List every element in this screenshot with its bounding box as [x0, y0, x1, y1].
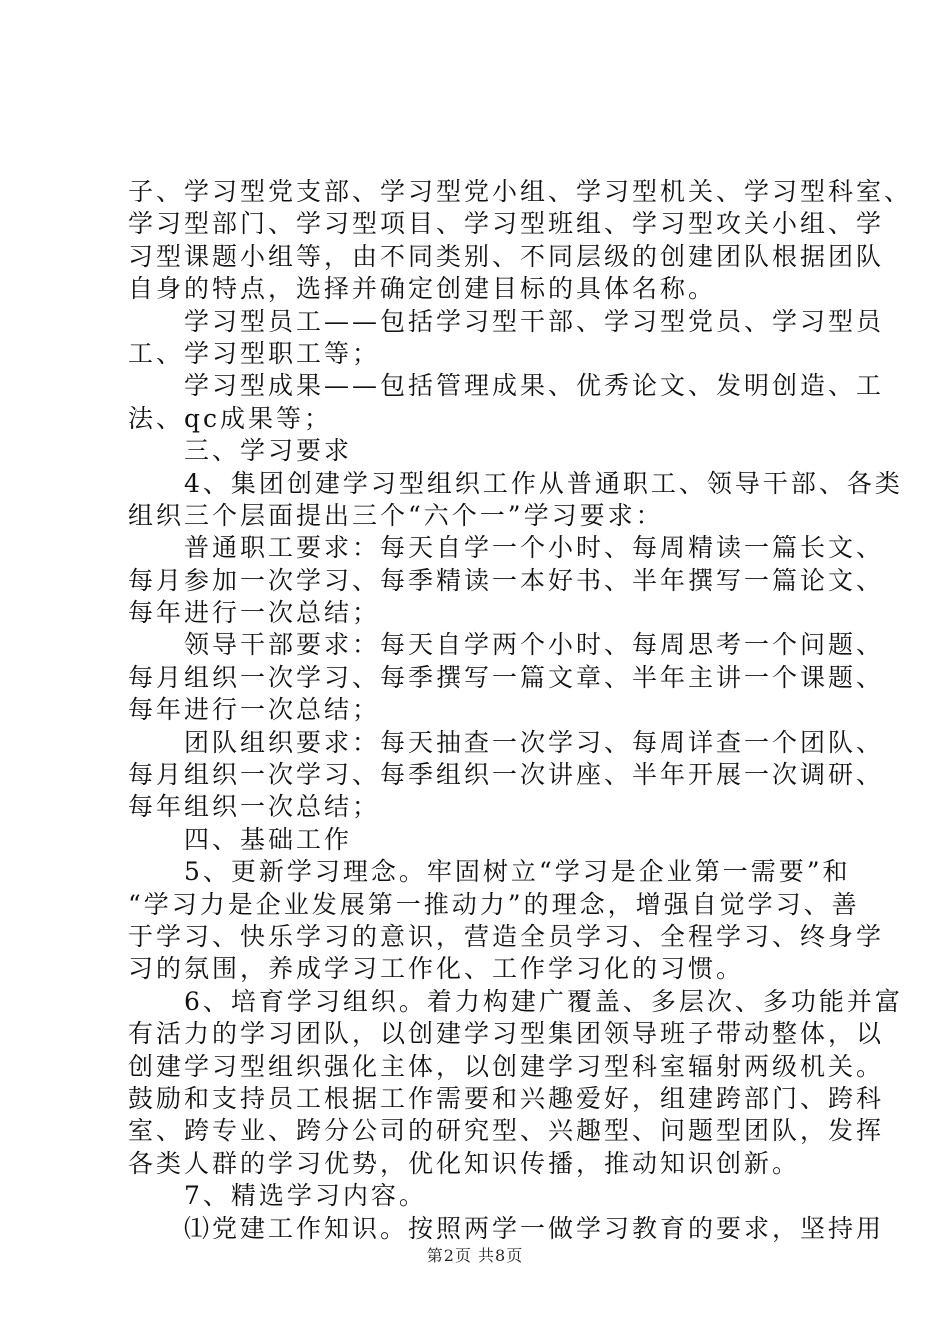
text-line: 团队组织要求：每天抽查一次学习、每周详查一个团队、 — [128, 727, 885, 757]
text-line: 每月参加一次学习、每季精读一本好书、半年撰写一篇论文、 — [128, 565, 885, 595]
text-line: 法、qc成果等； — [128, 403, 333, 433]
text-line: ⑴党建工作知识。按照两学一做学习教育的要求，坚持用 — [128, 1213, 885, 1243]
text-line: 四、基础工作 — [128, 824, 353, 854]
text-line: 每年进行一次总结； — [128, 695, 381, 725]
text-line: 每年进行一次总结； — [128, 598, 381, 628]
text-line: 4、集团创建学习型组织工作从普通职工、领导干部、各类 — [128, 468, 903, 498]
page-footer: 第2页 共8页 — [426, 1246, 524, 1265]
text-line: 学习型部门、学习型项目、学习型班组、学习型攻关小组、学 — [128, 209, 885, 239]
text-line: 创建学习型组织强化主体，以创建学习型科室辐射两级机关。 — [128, 1051, 885, 1081]
text-line: 各类人群的学习优势，优化知识传播，推动知识创新。 — [128, 1148, 801, 1178]
text-line: 6、培育学习组织。着力构建广覆盖、多层次、多功能并富 — [128, 986, 903, 1016]
text-line: 领导干部要求：每天自学两个小时、每周思考一个问题、 — [128, 630, 885, 660]
text-line: 工、学习型职工等； — [128, 338, 381, 368]
text-line: 每月组织一次学习、每季组织一次讲座、半年开展一次调研、 — [128, 760, 885, 790]
text-line: 有活力的学习团队，以创建学习型集团领导班子带动整体，以 — [128, 1019, 885, 1049]
text-line: 5、更新学习理念。牢固树立“学习是企业第一需要”和 — [128, 857, 851, 887]
text-line: 三、学习要求 — [128, 436, 353, 466]
text-line: 学习型员工——包括学习型干部、学习型党员、学习型员 — [128, 306, 885, 336]
text-line: 子、学习型党支部、学习型党小组、学习型机关、学习型科室、 — [128, 177, 913, 206]
text-line: 7、精选学习内容。 — [128, 1181, 427, 1211]
text-line: 室、跨专业、跨分公司的研究型、兴趣型、问题型团队，发挥 — [128, 1116, 885, 1146]
text-line: 习型课题小组等，由不同类别、不同层级的创建团队根据团队 — [128, 241, 885, 271]
text-line: 普通职工要求：每天自学一个小时、每周精读一篇长文、 — [128, 533, 885, 563]
text-line: 每月组织一次学习、每季撰写一篇文章、半年主讲一个课题、 — [128, 662, 885, 692]
text-line: “学习力是企业发展第一推动力”的理念，增强自觉学习、善 — [128, 889, 860, 919]
text-line: 自身的特点，选择并确定创建目标的具体名称。 — [128, 274, 717, 304]
text-line: 习的氛围，养成学习工作化、工作学习化的习惯。 — [128, 954, 745, 984]
document-body — [128, 176, 913, 1245]
text-line: 组织三个层面提出三个“六个一”学习要求： — [128, 500, 664, 530]
text-line: 学习型成果——包括管理成果、优秀论文、发明创造、工 — [128, 371, 885, 401]
text-line: 每年组织一次总结； — [128, 792, 381, 822]
text-line: 于学习、快乐学习的意识，营造全员学习、全程学习、终身学 — [128, 921, 885, 951]
text-line: 鼓励和支持员工根据工作需要和兴趣爱好，组建跨部门、跨科 — [128, 1083, 885, 1113]
